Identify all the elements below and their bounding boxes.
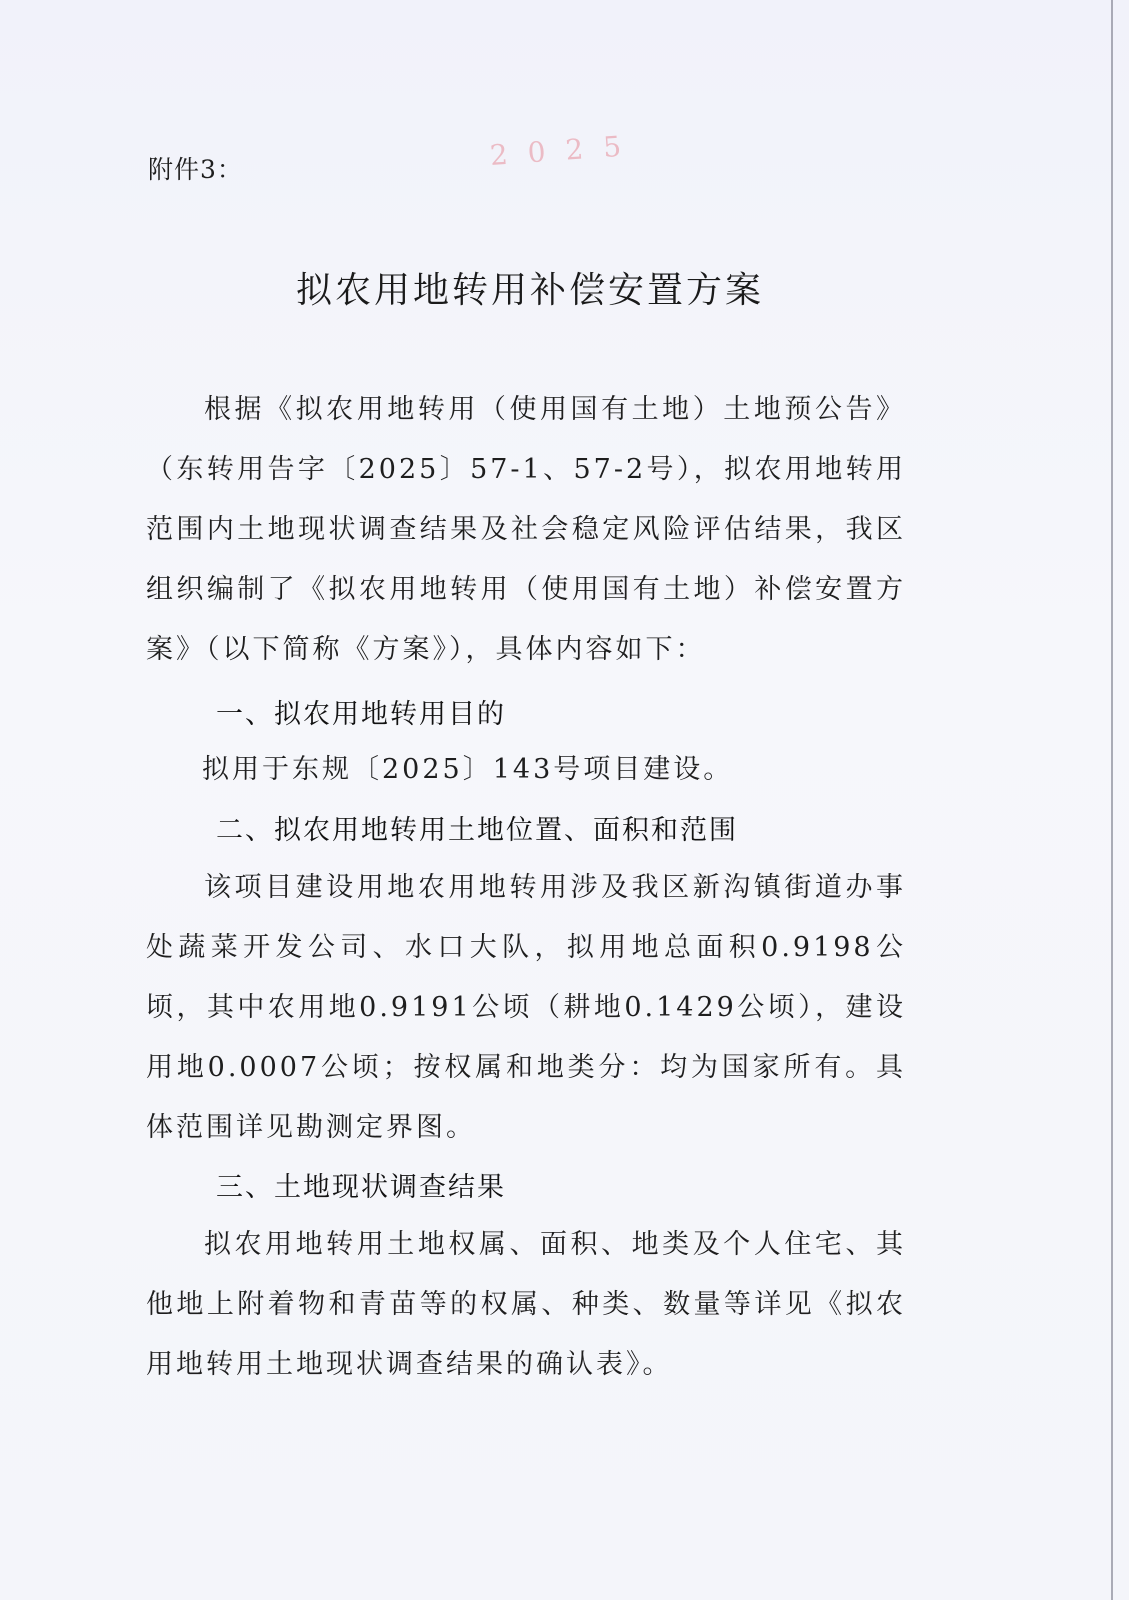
section-paragraph-purpose: 拟用于东规〔2025〕143号项目建设。 [202,754,734,785]
section-paragraph-survey: 拟农用地转用土地权属、面积、地类及个人住宅、其他地上附着物和青苗等的权属、种类、数量等详见《拟农用地转用土地现状调查结果的确认表》。 [146,1229,906,1380]
attachment-label: 附件3： [148,155,243,184]
document-title: 拟农用地转用补偿安置方案 [295,270,764,311]
page-edge-line [1111,0,1113,1600]
faint-stamp: 2025 [488,128,643,172]
section-paragraph-location: 该项目建设用地农用地转用涉及我区新沟镇街道办事处蔬菜开发公司、水口大队，拟用地总面积0.9198公顷，其中农用地0.9191公顷（耕地0.1429公顷），建设用地0.0007公顷；按权属和地类分：均为国家所有。具体范围详见勘测定界图。 [146,872,906,1143]
intro-paragraph: 根据《拟农用地转用（使用国有土地）土地预公告》（东转用告字〔2025〕57-1、57-2号），拟农用地转用范围内土地现状调查结果及社会稳定风险评估结果，我区组织编制了《拟农用地转用（使用国有土地）补偿安置方案》（以下简称《方案》），具体内容如下： [146,394,906,665]
section-heading-survey: 三、土地现状调查结果 [216,1172,506,1203]
section-heading-location: 二、拟农用地转用土地位置、面积和范围 [216,815,738,846]
section-heading-purpose: 一、拟农用地转用目的 [216,699,506,730]
